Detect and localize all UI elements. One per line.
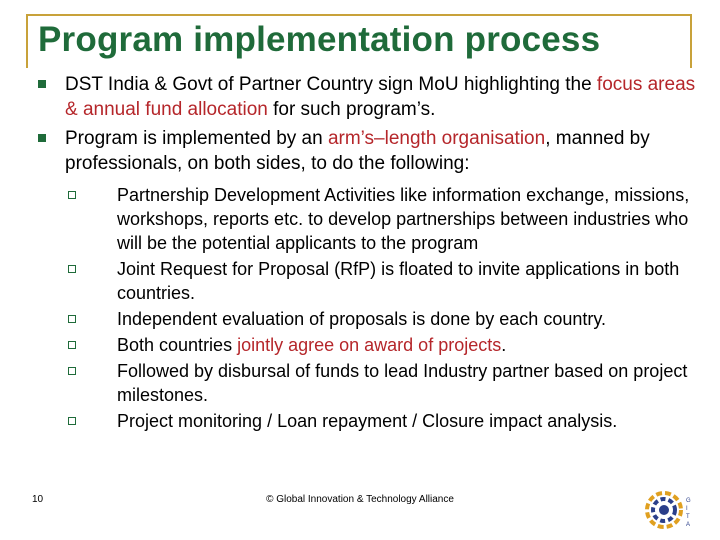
hollow-square-bullet-icon: [68, 367, 76, 375]
footer-copyright: © Global Innovation & Technology Alliance: [266, 494, 454, 505]
title-frame-top: [26, 14, 692, 16]
highlight-text: arm’s–length organisation: [327, 128, 546, 149]
highlight-text: focus areas & annual fund allocation: [65, 74, 696, 120]
sub-bullet-item: [65, 257, 698, 305]
text-run: .: [501, 335, 507, 355]
hollow-square-bullet-icon: [68, 315, 76, 323]
title-frame-left: [26, 14, 28, 68]
sub-bullet-item: [65, 333, 698, 357]
hollow-square-bullet-icon: [68, 265, 76, 273]
slide-title: Program implementation process: [38, 20, 601, 59]
sub-bullet-item: [65, 307, 698, 331]
text-run: Both countries: [117, 335, 238, 355]
bullet-list: [38, 72, 698, 435]
text-run: for such program’s.: [267, 99, 436, 120]
square-bullet-icon: [38, 134, 46, 142]
sub-bullet-text: Partnership Development Activities like information exchange, missions, workshops, reports etc. to develop partnerships between industries who will be the potential applicants to the program: [117, 185, 690, 253]
sub-bullet-list: [38, 183, 698, 433]
hollow-square-bullet-icon: [68, 191, 76, 199]
text-run: DST India & Govt of Partner Country sign MoU highlighting the: [65, 74, 597, 95]
title-frame-right: [690, 14, 692, 68]
text-run: , manned by professionals, on both sides, to do the following:: [65, 128, 650, 174]
sub-bullet-text: Followed by disbursal of funds to lead Industry partner based on project milestones.: [117, 361, 688, 405]
square-bullet-icon: [38, 80, 46, 88]
sub-bullet-text: Independent evaluation of proposals is done by each country.: [117, 309, 607, 329]
logo-letter: G: [686, 498, 691, 504]
bullet-text: [65, 74, 695, 120]
sub-bullet-text: Joint Request for Proposal (RfP) is floated to invite applications in both countries.: [117, 259, 680, 303]
hollow-square-bullet-icon: [68, 417, 76, 425]
bullet-item: [38, 126, 698, 176]
sub-bullet-item: [65, 183, 698, 255]
bullet-text: [65, 128, 650, 174]
gita-logo-icon: [642, 486, 710, 534]
logo-letter: T: [686, 514, 690, 520]
sub-bullet-item: [65, 409, 698, 433]
hollow-square-bullet-icon: [68, 341, 76, 349]
sub-bullet-text: [117, 335, 506, 355]
sub-bullet-text: Project monitoring / Loan repayment / Closure impact analysis.: [117, 411, 618, 431]
logo-letter: A: [686, 522, 691, 528]
sub-bullet-item: [65, 359, 698, 407]
bullet-item: [38, 72, 698, 122]
logo-letter: I: [686, 506, 688, 512]
text-run: Program is implemented by an: [65, 128, 328, 149]
page-number: 10: [32, 494, 44, 505]
highlight-text: jointly agree on award of projects: [237, 335, 502, 355]
